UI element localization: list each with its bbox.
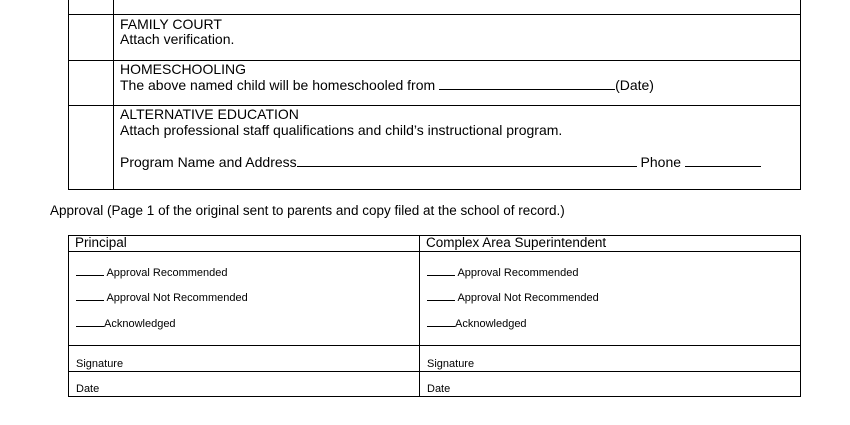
homeschool-date-field[interactable] [439,77,615,90]
superintendent-signature-label: Signature [427,358,475,370]
alternative-education-checkbox[interactable] [70,107,111,187]
date-row-divider [68,371,801,372]
principal-acknowledged[interactable] [76,316,176,331]
blank-line[interactable] [427,265,455,276]
homeschooling-line [120,77,654,93]
row-divider [68,14,801,15]
family-court-instruction: Attach verification. [120,31,235,47]
phone-field[interactable] [685,154,761,167]
superintendent-acknowledged[interactable] [427,316,527,331]
superintendent-approval-not-recommended[interactable] [427,290,599,305]
choice-label: Approval Not Recommended [106,292,248,304]
program-line [120,154,761,170]
homeschooling-text: The above named child will be homeschooled from [120,77,436,93]
options-column-divider [113,0,114,190]
alternative-education-instruction: Attach professional staff qualifications and child’s instructional program. [120,122,563,138]
blank-line[interactable] [76,290,104,301]
signature-row-divider [68,345,801,346]
choice-label: Approval Recommended [457,267,579,279]
blank-line[interactable] [427,316,455,327]
blank-line[interactable] [76,265,104,276]
homeschooling-checkbox[interactable] [70,62,111,103]
date-label: (Date) [615,77,654,93]
program-label: Program Name and Address [120,154,297,170]
superintendent-date-label: Date [427,383,451,395]
principal-header: Principal [75,235,127,250]
phone-label: Phone [640,154,682,170]
approval-header-divider [68,251,801,252]
choice-label: Approval Not Recommended [457,292,599,304]
homeschooling-title: HOMESCHOOLING [120,61,247,77]
principal-approval-not-recommended[interactable] [76,290,248,305]
approval-column-divider [419,235,420,397]
blank-line[interactable] [427,290,455,301]
blank-line[interactable] [76,316,104,327]
principal-approval-recommended[interactable] [76,265,228,280]
principal-signature-label: Signature [76,358,124,370]
principal-date-label: Date [76,383,100,395]
choice-label: Acknowledged [104,318,176,330]
superintendent-header: Complex Area Superintendent [426,235,607,250]
choice-label: Acknowledged [455,318,527,330]
alternative-education-title: ALTERNATIVE EDUCATION [120,106,299,122]
family-court-title: FAMILY COURT [120,16,222,32]
program-name-address-field[interactable] [297,154,637,167]
superintendent-approval-recommended[interactable] [427,265,579,280]
approval-heading: Approval (Page 1 of the original sent to parents and copy filed at the school of record.) [50,203,565,218]
family-court-checkbox[interactable] [70,16,111,58]
choice-label: Approval Recommended [106,267,228,279]
